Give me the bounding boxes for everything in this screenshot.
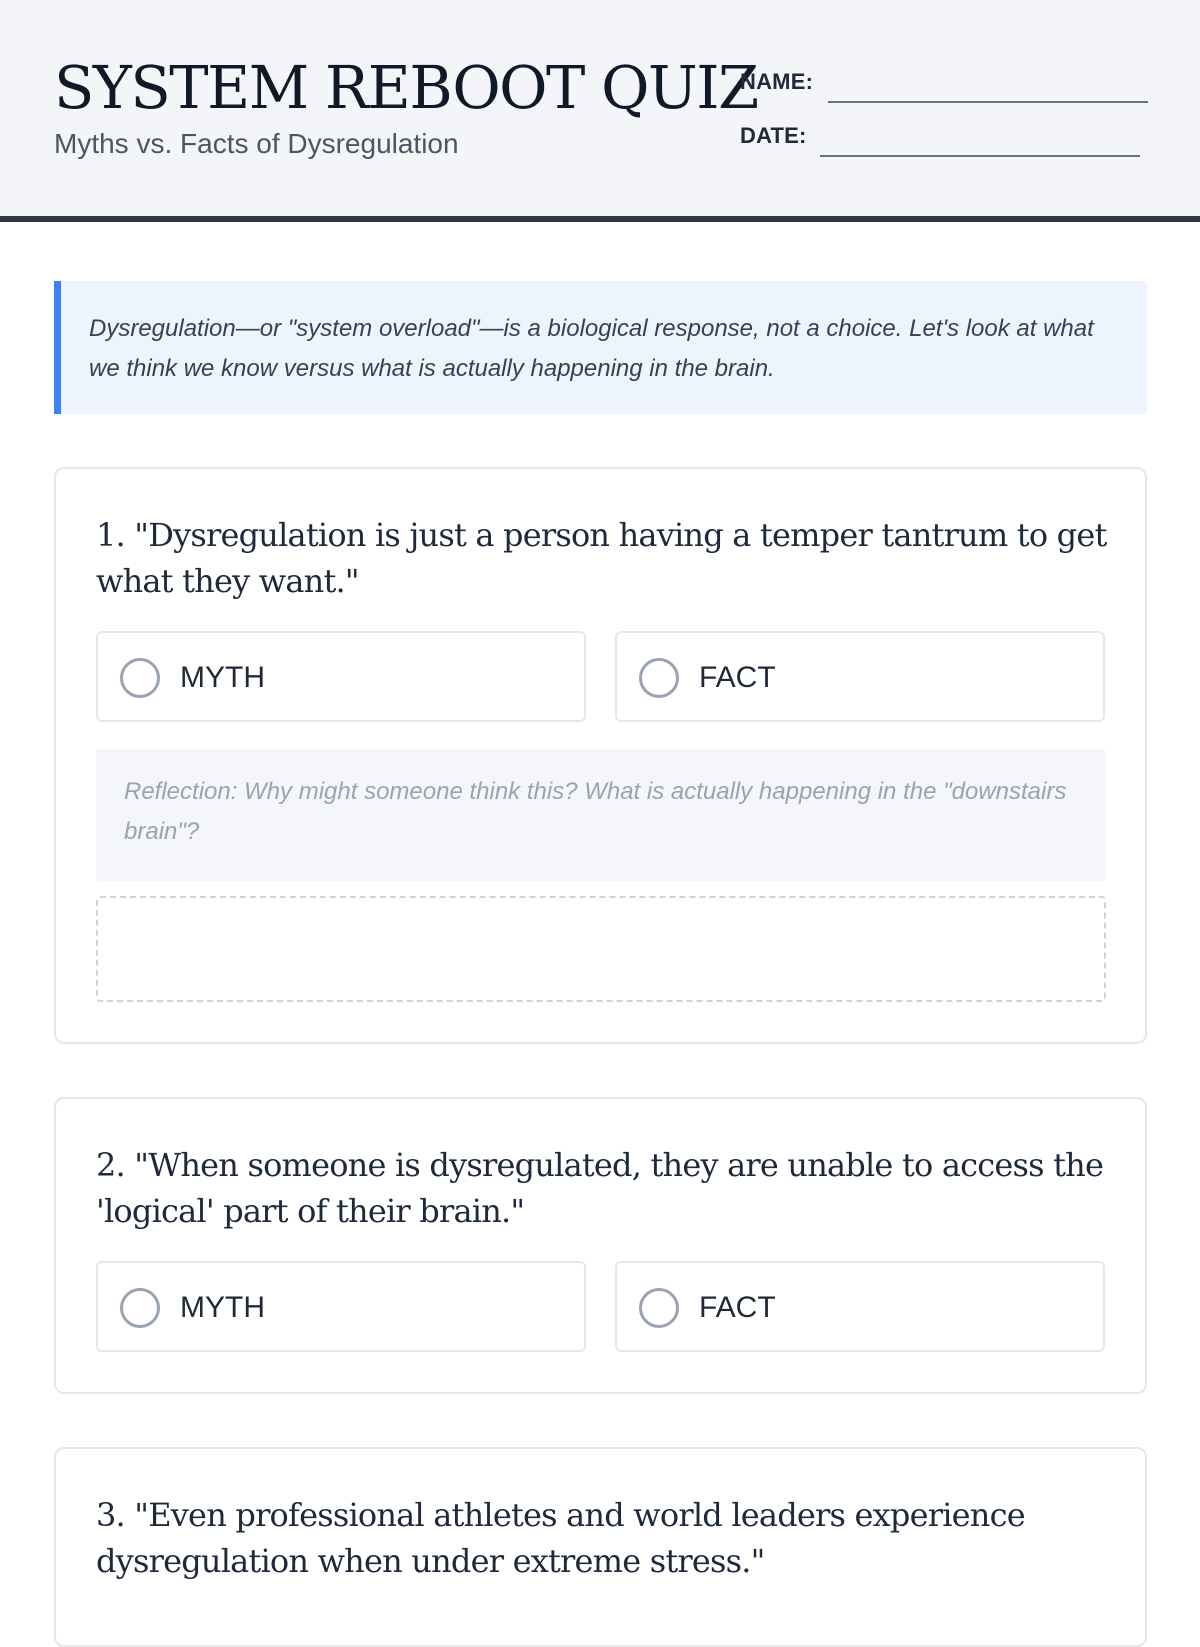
radio-circle-icon[interactable]: [120, 1288, 160, 1328]
radio-circle-icon[interactable]: [120, 658, 160, 698]
fact-option[interactable]: [615, 631, 1105, 722]
radio-circle-icon[interactable]: [639, 1288, 679, 1328]
reflection-answer-box[interactable]: [96, 896, 1106, 1002]
date-field[interactable]: [820, 155, 1140, 157]
reflection-prompt: Reflection: Why might someone think this? What is actually happening in the "downstairs brain"?: [96, 749, 1106, 881]
page-title: SYSTEM REBOOT QUIZ: [54, 53, 758, 122]
option-label: FACT: [699, 661, 776, 694]
page-subtitle: Myths vs. Facts of Dysregulation: [54, 128, 459, 159]
date-label: DATE:: [740, 123, 807, 148]
worksheet-header: [0, 0, 1200, 222]
question-card-1: [54, 467, 1147, 1044]
question-text: 1. "Dysregulation is just a person having a temper tantrum to get what they want.": [96, 516, 1107, 600]
myth-option[interactable]: [96, 631, 586, 722]
option-label: FACT: [699, 1291, 776, 1324]
question-text: 2. "When someone is dysregulated, they are unable to access the 'logical' part of their brain.": [96, 1146, 1104, 1230]
question-card-2: [54, 1097, 1147, 1394]
name-field[interactable]: [828, 101, 1148, 103]
question-card-3: [54, 1447, 1147, 1647]
option-label: MYTH: [180, 1291, 265, 1324]
question-text: 3. "Even professional athletes and world leaders experience dysregulation when under extreme stress.": [96, 1496, 1025, 1580]
option-label: MYTH: [180, 661, 265, 694]
fact-option[interactable]: [615, 1261, 1105, 1352]
myth-option[interactable]: [96, 1261, 586, 1352]
intro-callout: Dysregulation—or "system overload"—is a biological response, not a choice. Let's look at what we think we know versus what is actually happening in the brain.: [54, 281, 1147, 414]
radio-circle-icon[interactable]: [639, 658, 679, 698]
name-label: NAME:: [740, 69, 814, 94]
